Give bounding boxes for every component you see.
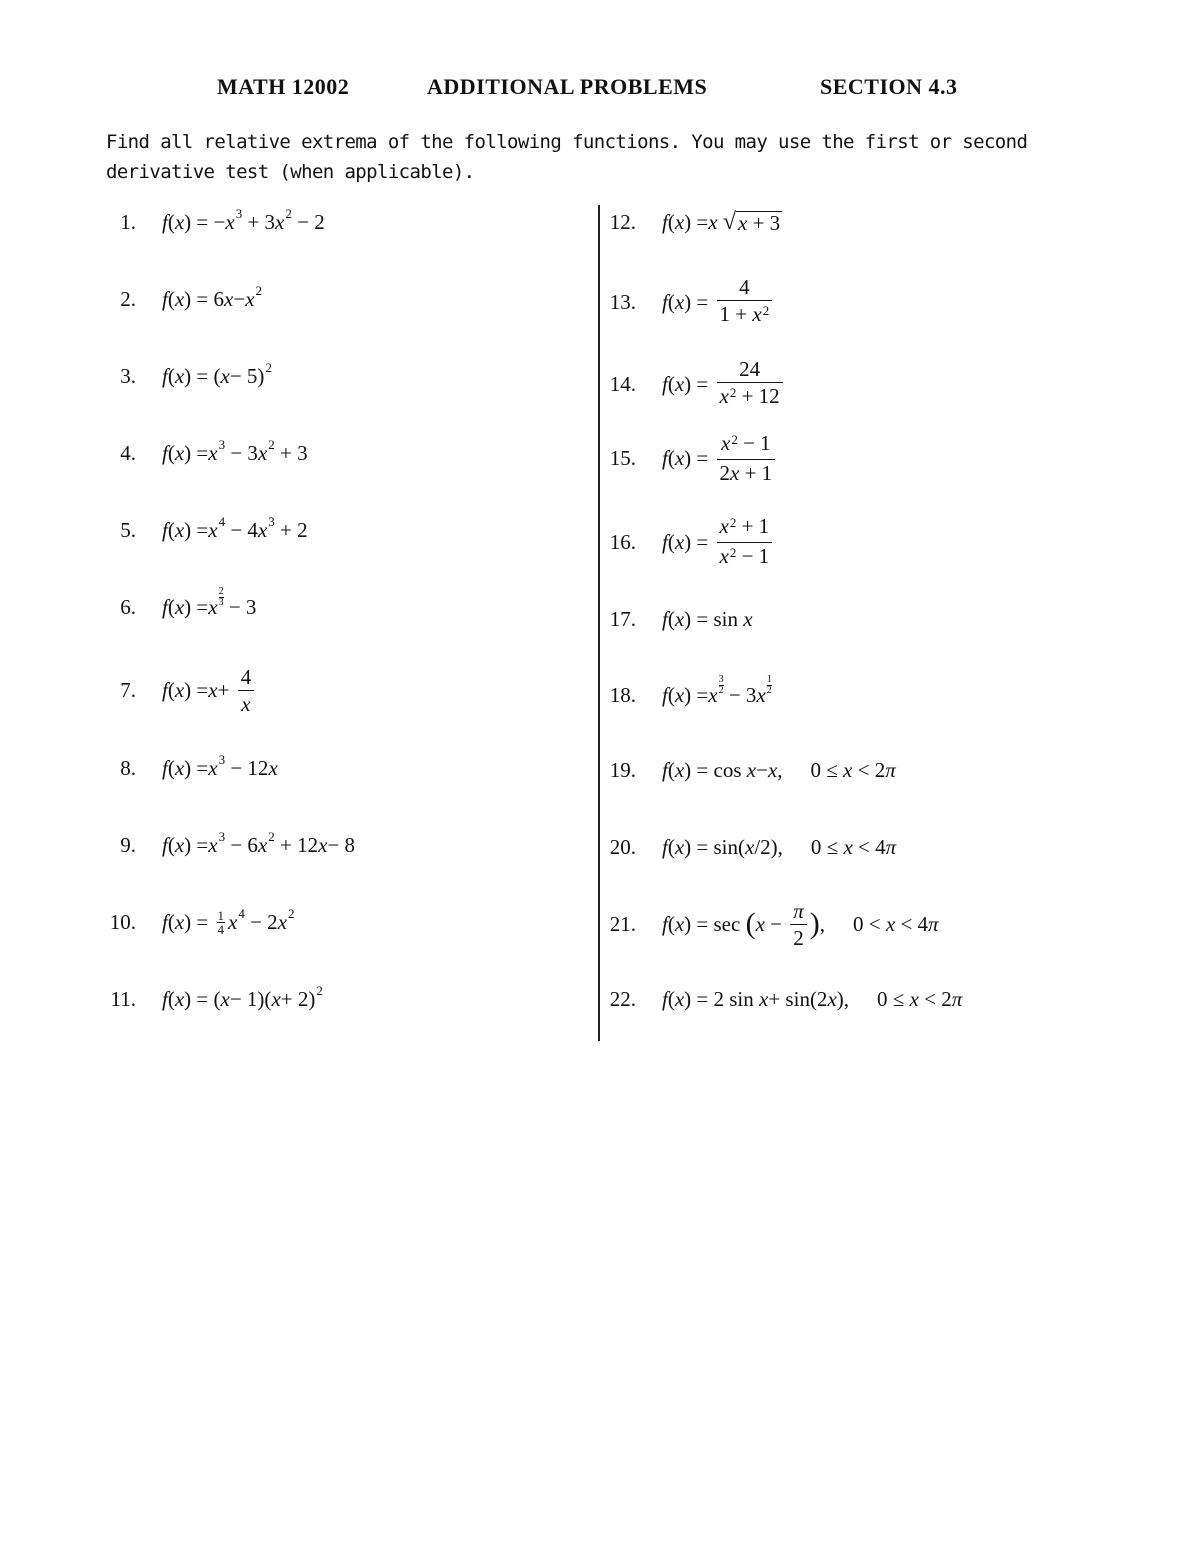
expression: f ( x ) = sec ( x − $\frac{\pi}{2}$ ) , 0 < x < 4π: [662, 898, 939, 950]
expression: f ( x ) = 6 x − x 2: [162, 283, 263, 311]
expression: f ( x ) = x 3 − 6 x 2 + 12 x − 8: [162, 829, 356, 857]
problem-10: 10. f ( x ) = $\frac{1}{4}$ x 4 − 2 x 2: [109, 906, 295, 937]
problem-3: 3. f ( x ) = ( x − 5) 2: [120, 360, 272, 388]
expression: f ( x ) = x 2 3 − 3: [162, 585, 257, 619]
expression: f ( x ) = x √ x + 3: [662, 209, 781, 235]
expression: f ( x ) = x 3 − 3 x 2 + 3: [162, 437, 308, 465]
problem-13: 13. f ( x ) = $\frac{4}{1 + x^2}$: [600, 272, 775, 332]
expression: f ( x ) = x 3 − 12 x: [162, 752, 278, 780]
expression: f ( x ) = x 4 − 4 x 3 + 2: [162, 514, 308, 542]
problem-15: 15. f ( x ) = $\frac{x^2 - 1}{2x + 1}$: [600, 428, 778, 488]
expression: f ( x ) = sin( x /2), 0 ≤ x < 4π: [662, 834, 897, 859]
problem-9: 9. f ( x ) = x 3 − 6 x 2 + 12 x − 8: [120, 829, 356, 857]
expression: f ( x ) = $\frac{1}{4}$ x 4 − 2 x 2: [162, 906, 295, 937]
problem-4: 4. f ( x ) = x 3 − 3 x 2 + 3: [120, 437, 308, 465]
expression: f ( x ) = − x 3 + 3 x 2 − 2: [162, 206, 325, 234]
problem-20: 20. f ( x ) = sin( x /2), 0 ≤ x < 4π: [609, 834, 897, 859]
expression: f ( x ) = $\frac{4}{1 + x^2}$: [662, 276, 775, 328]
header-title: ADDITIONAL PROBLEMS: [427, 74, 708, 99]
problem-16: 16. f ( x ) = $\frac{x^2 + 1}{x^2 - 1}$: [600, 512, 775, 572]
problem-11: 11. f ( x ) = ( x − 1)( x + 2) 2: [110, 983, 323, 1011]
expression: f ( x ) = $\frac{x^2 - 1}{2x + 1}$: [662, 432, 778, 484]
expression: f ( x ) = $\frac{x^2 + 1}{x^2 - 1}$: [662, 515, 775, 570]
course-code: MATH 12002: [217, 74, 350, 99]
problem-7: 7. f ( x ) = x + $\frac{4}{x}$: [100, 660, 257, 720]
problem-19: 19. f ( x ) = cos x − x , 0 ≤ x < 2π: [609, 757, 896, 782]
instructions: Find all relative extrema of the following functions. You may use the first or second derivative test (when applicable).: [106, 131, 1028, 183]
expression: f ( x ) = $\frac{24}{x^2 + 12}$: [662, 358, 786, 410]
expression: f ( x ) = x + $\frac{4}{x}$: [162, 666, 257, 715]
problem-5: 5. f ( x ) = x 4 − 4 x 3 + 2: [120, 514, 308, 542]
problem-12: 12. f ( x ) = x √ x + 3: [609, 209, 781, 235]
problem-17: 17. f ( x ) = sin x: [609, 606, 753, 631]
section-label: SECTION 4.3: [820, 74, 958, 99]
page-header: [0, 74, 1200, 106]
expression: f ( x ) = ( x − 1)( x + 2) 2: [162, 983, 323, 1011]
problem-21: 21. f ( x ) = sec ( x − $\frac{\pi}{2}$ ) , 0 < x < 4π: [609, 898, 939, 950]
expression: f ( x ) = ( x − 5) 2: [162, 360, 272, 388]
expression: f ( x ) = sin x: [662, 606, 753, 631]
expression: f ( x ) = 2 sin x + sin(2 x ), 0 ≤ x < 2π: [662, 986, 963, 1011]
expression: f ( x ) = cos x − x , 0 ≤ x < 2π: [662, 757, 896, 782]
problem-8: 8. f ( x ) = x 3 − 12 x: [120, 752, 278, 780]
problem-14: 14. f ( x ) = $\frac{24}{x^2 + 12}$: [600, 354, 786, 414]
problem-1: 1. f ( x ) = − x 3 + 3 x 2 − 2: [120, 206, 325, 234]
problem-22: 22. f ( x ) = 2 sin x + sin(2 x ), 0 ≤ x < 2π: [609, 986, 963, 1011]
problem-2: 2. f ( x ) = 6 x − x 2: [120, 283, 263, 311]
expression: f ( x ) = x 3 2 − 3 x 1 2: [662, 673, 772, 707]
problem-6: 6. f ( x ) = x 2 3 − 3: [120, 585, 257, 619]
problem-18: 18. f ( x ) = x 3 2 − 3 x 1 2: [609, 673, 772, 707]
